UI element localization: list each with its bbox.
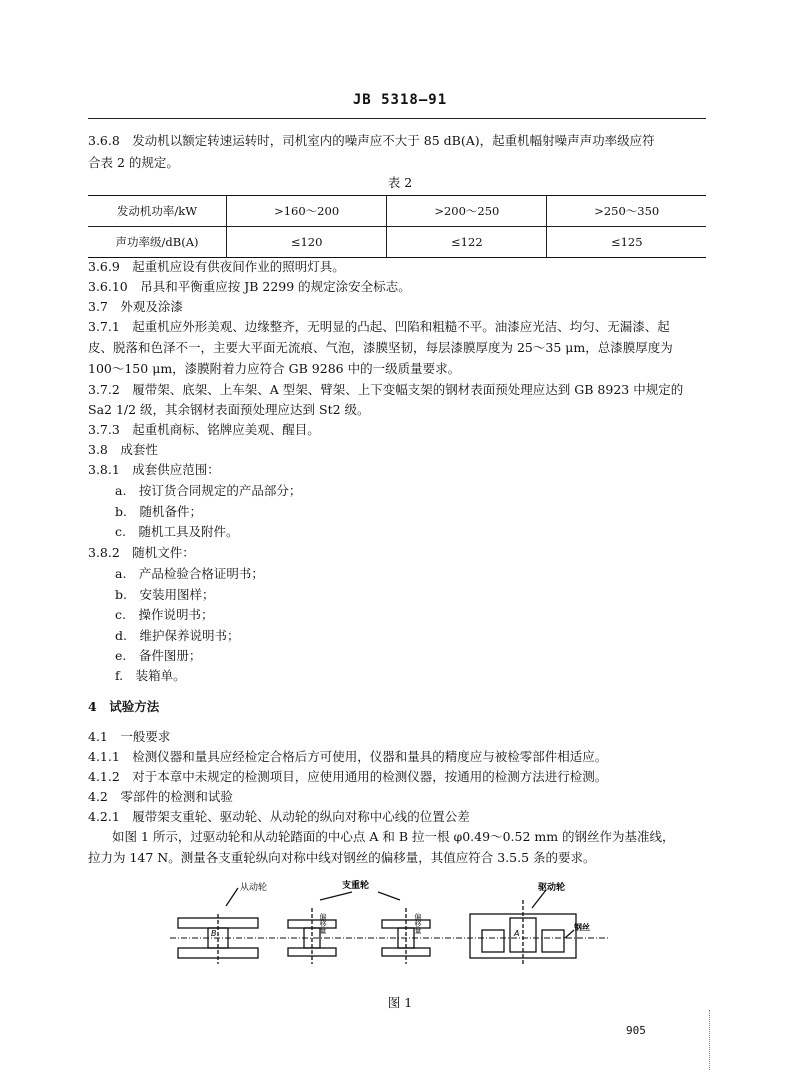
body-line: 3.7.1 起重机应外形美观、边缘整齐，无明显的凸起、凹陷和粗糙不平。油漆应光洁、均匀、无漏漆、起: [88, 319, 670, 334]
noise-table: [88, 195, 706, 258]
margin-dotted-line: [709, 1010, 710, 1070]
label-wire: 钢丝: [574, 923, 590, 932]
point-b-label: B: [211, 929, 217, 938]
table-title: 表 2: [387, 175, 413, 190]
table-cell: ≤122: [387, 227, 547, 258]
para-3-6-8-line1: 3.6.8 发动机以额定转速运转时，司机室内的噪声应不大于 85 dB(A)，起重机幅射噪声声功率级应符: [88, 133, 655, 148]
table-cell: ≤125: [547, 227, 706, 258]
list-item: e. 备件图册；: [115, 648, 202, 663]
list-item: c. 随机工具及附件。: [115, 524, 239, 539]
list-item: a. 产品检验合格证明书；: [115, 566, 264, 581]
list-item: b. 安装用图样；: [115, 587, 215, 602]
section-heading: 3.8 成套性: [88, 442, 158, 457]
table-cell: 发动机功率/kW: [116, 204, 198, 218]
label-idler: 从动轮: [240, 883, 268, 893]
body-line: 100～150 μm，漆膜附着力应符合 GB 9286 中的一级质量要求。: [88, 361, 461, 376]
body-line: 4.1.2 对于本章中未规定的检测项目，应使用通用的检测仪器，按通用的检测方法进行检测。: [88, 769, 608, 784]
table-row: [88, 196, 706, 227]
header-rule: [88, 118, 706, 119]
body-line: 3.7.2 履带架、底架、上车架、A 型架、臂架、上下变幅支架的钢材表面预处理应达到 GB 8923 中规定的: [88, 382, 684, 397]
body-line: 3.7.3 起重机商标、铭牌应美观、醒目。: [88, 422, 320, 437]
body-line: 3.6.9 起重机应设有供夜间作业的照明灯具。: [88, 259, 345, 274]
idler-wheel-shape: [178, 888, 258, 964]
body-line: 3.8.1 成套供应范围：: [88, 462, 220, 477]
section-heading: 4.2 零部件的检测和试验: [88, 789, 233, 804]
label-drive: 驱动轮: [538, 883, 566, 893]
body-line: 3.8.2 随机文件：: [88, 545, 195, 560]
page-number: 905: [626, 1024, 646, 1037]
body-line: 皮、脱落和色泽不一，主要大平面无流痕、气泡，漆膜坚韧，每层漆膜厚度为 25～35 μm，总漆膜厚度为: [88, 340, 673, 355]
support-roller-shape: [288, 892, 430, 964]
list-item: d. 维护保养说明书；: [115, 628, 240, 643]
table-cell: 声功率级/dB(A): [88, 227, 227, 258]
table-row: [88, 227, 706, 258]
list-item: b. 随机备件；: [115, 504, 202, 519]
body-line: 如图 1 所示，过驱动轮和从动轮踏面的中心点 A 和 B 拉一根 φ0.49～0.52 mm 的钢丝作为基准线，: [112, 829, 675, 844]
body-line: 拉力为 147 N。测量各支重轮纵向对称中线对钢丝的偏移量，其值应符合 3.5.5 条的要求。: [88, 850, 596, 865]
figure-1-diagram: [170, 878, 610, 968]
table-cell: >160～200: [227, 196, 387, 227]
table-cell: ≤120: [227, 227, 387, 258]
label-support: 支重轮: [342, 881, 370, 891]
list-item: c. 操作说明书；: [115, 607, 214, 622]
body-line: Sa2 1/2 级，其余钢材表面预处理应达到 St2 级。: [88, 402, 370, 417]
figure-caption: 图 1: [387, 995, 413, 1010]
table-cell: >200～250: [387, 196, 547, 227]
section-heading: 3.7 外观及涂漆: [88, 299, 183, 314]
drive-wheel-shape: [470, 890, 576, 964]
body-line: 4.2.1 履带架支重轮、驱动轮、从动轮的纵向对称中心线的位置公差: [88, 809, 470, 824]
body-line: 4.1.1 检测仪器和量具应经检定合格后方可使用，仪器和量具的精度应与被检零部件相适应。: [88, 749, 608, 764]
label-offset: 偏移量: [319, 913, 327, 934]
list-item: a. 按订货合同规定的产品部分；: [115, 483, 302, 498]
list-item: f. 装箱单。: [115, 668, 186, 683]
body-line: 3.6.10 吊具和平衡重应按 JB 2299 的规定涂安全标志。: [88, 279, 411, 294]
label-offset: 偏移量: [414, 913, 422, 934]
point-a-label: A: [514, 929, 520, 938]
section-heading: 4.1 一般要求: [88, 729, 171, 744]
table-cell: >250～350: [547, 196, 706, 227]
section-4-title: 4 试验方法: [88, 699, 160, 714]
doc-header-code: JB 5318—91: [352, 92, 448, 108]
para-3-6-8-line2: 合表 2 的规定。: [88, 155, 179, 170]
